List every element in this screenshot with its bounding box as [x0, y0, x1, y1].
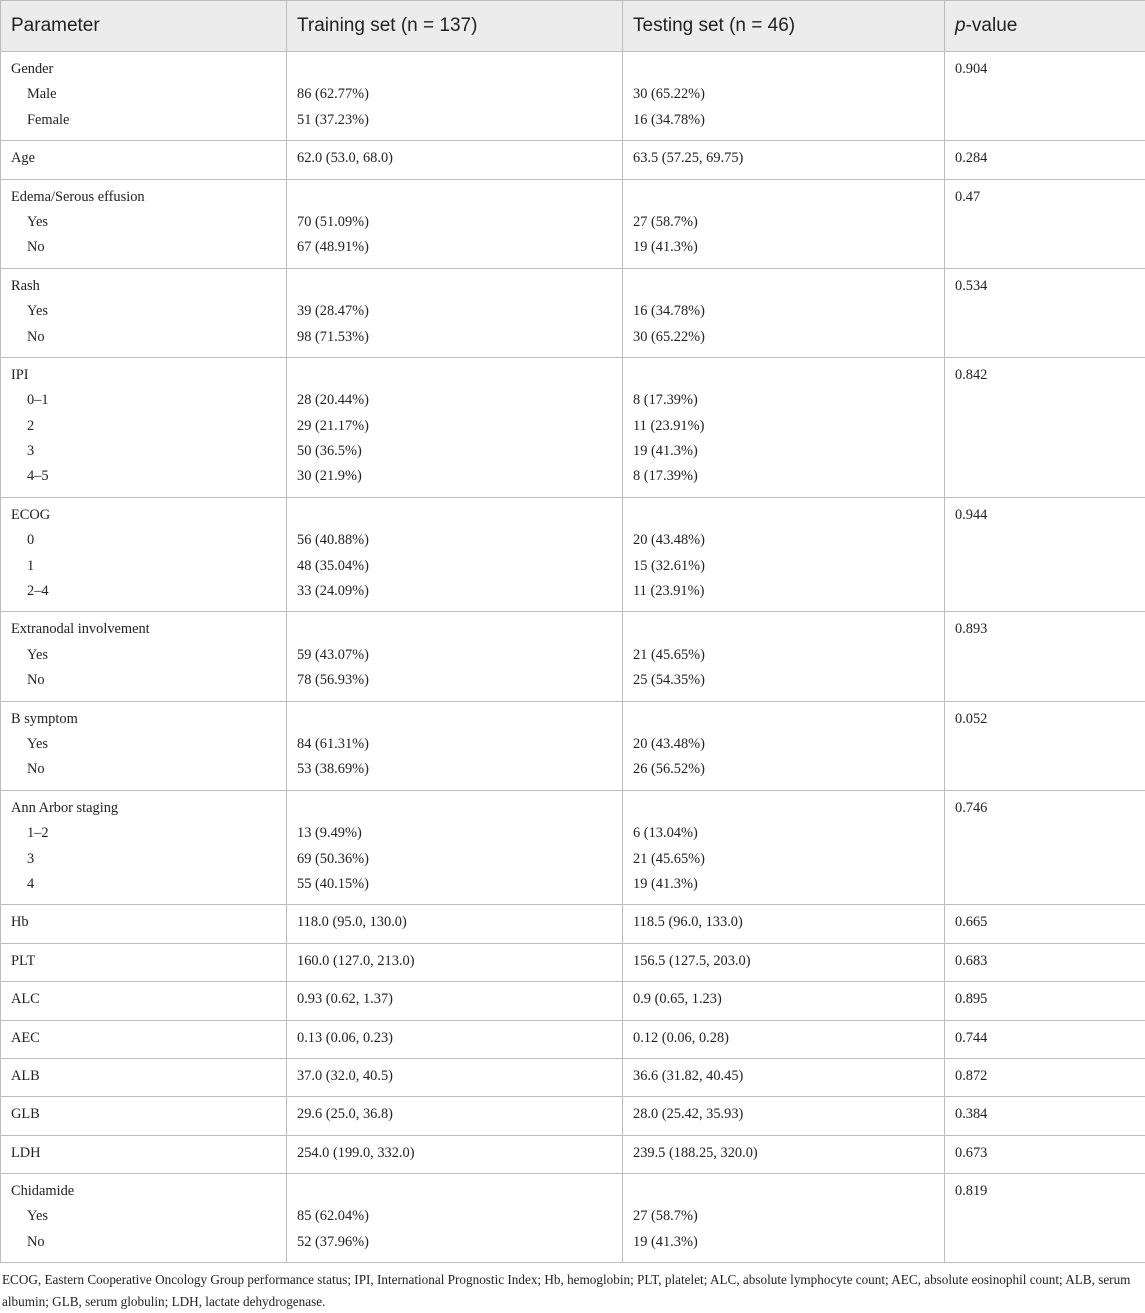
parameter-subvalue: No [11, 668, 276, 693]
training-subvalue: 29 (21.17%) [297, 414, 612, 439]
testing-cell [623, 701, 945, 790]
parameter-cell [1, 943, 287, 981]
training-subvalue: 85 (62.04%) [297, 1204, 612, 1229]
testing-cell [623, 1097, 945, 1135]
training-subvalue: 78 (56.93%) [297, 668, 612, 693]
testing-value: 0.12 (0.06, 0.28) [633, 1026, 934, 1051]
training-value [297, 503, 612, 528]
parameter-value: Rash [11, 274, 276, 299]
parameter-subvalue: No [11, 235, 276, 260]
training-value: 62.0 (53.0, 68.0) [297, 146, 612, 171]
testing-subvalue: 11 (23.91%) [633, 414, 934, 439]
p-value-cell [945, 1058, 1145, 1096]
header-row [1, 1, 1145, 52]
testing-subvalue: 30 (65.22%) [633, 82, 934, 107]
p-value-cell [945, 1097, 1145, 1135]
parameter-value: Extranodal involvement [11, 617, 276, 642]
table-row [1, 905, 1145, 943]
testing-value: 239.5 (188.25, 320.0) [633, 1141, 934, 1166]
p-value-cell [945, 268, 1145, 357]
training-value [297, 274, 612, 299]
training-cell [287, 52, 623, 141]
testing-cell [623, 141, 945, 179]
testing-value: 118.5 (96.0, 133.0) [633, 910, 934, 935]
table-row [1, 179, 1145, 268]
parameter-subvalue: 0–1 [11, 388, 276, 413]
testing-value [633, 57, 934, 82]
table-row [1, 141, 1145, 179]
p-value-cell [945, 52, 1145, 141]
parameter-value: PLT [11, 949, 276, 974]
p-value-value: 0.842 [955, 363, 1135, 388]
training-cell [287, 179, 623, 268]
testing-value: 156.5 (127.5, 203.0) [633, 949, 934, 974]
testing-value [633, 274, 934, 299]
parameter-cell [1, 52, 287, 141]
p-value-cell [945, 982, 1145, 1020]
table-row [1, 1097, 1145, 1135]
testing-cell [623, 982, 945, 1020]
parameter-subvalue: No [11, 1230, 276, 1255]
header-testing-set: Testing set (n = 46) [623, 1, 945, 52]
parameter-cell [1, 1020, 287, 1058]
training-value [297, 185, 612, 210]
p-value-cell [945, 357, 1145, 497]
p-value-cell [945, 141, 1145, 179]
parameter-value: B symptom [11, 707, 276, 732]
p-value-value: 0.893 [955, 617, 1135, 642]
training-subvalue: 28 (20.44%) [297, 388, 612, 413]
training-value [297, 363, 612, 388]
table-row [1, 357, 1145, 497]
testing-value [633, 185, 934, 210]
testing-cell [623, 905, 945, 943]
parameter-cell [1, 357, 287, 497]
training-cell [287, 1174, 623, 1263]
testing-subvalue: 6 (13.04%) [633, 821, 934, 846]
parameter-subvalue: 0 [11, 528, 276, 553]
training-subvalue: 33 (24.09%) [297, 579, 612, 604]
p-value-value: 0.534 [955, 274, 1135, 299]
training-cell [287, 982, 623, 1020]
testing-subvalue: 19 (41.3%) [633, 1230, 934, 1255]
training-cell [287, 790, 623, 905]
table-body [1, 52, 1145, 1263]
training-subvalue: 48 (35.04%) [297, 554, 612, 579]
parameter-value: Age [11, 146, 276, 171]
testing-value [633, 617, 934, 642]
testing-subvalue: 19 (41.3%) [633, 439, 934, 464]
p-value-value: 0.47 [955, 185, 1135, 210]
training-subvalue: 55 (40.15%) [297, 872, 612, 897]
training-value [297, 707, 612, 732]
parameter-value: LDH [11, 1141, 276, 1166]
testing-cell [623, 790, 945, 905]
testing-value: 0.9 (0.65, 1.23) [633, 987, 934, 1012]
training-cell [287, 1020, 623, 1058]
testing-subvalue: 16 (34.78%) [633, 299, 934, 324]
testing-subvalue: 20 (43.48%) [633, 732, 934, 757]
testing-value: 28.0 (25.42, 35.93) [633, 1102, 934, 1127]
testing-value: 36.6 (31.82, 40.45) [633, 1064, 934, 1089]
p-value-cell [945, 497, 1145, 612]
training-subvalue: 84 (61.31%) [297, 732, 612, 757]
training-value: 160.0 (127.0, 213.0) [297, 949, 612, 974]
training-subvalue: 69 (50.36%) [297, 847, 612, 872]
header-p-italic: p [955, 15, 966, 36]
parameter-subvalue: Yes [11, 1204, 276, 1229]
table-row [1, 1174, 1145, 1263]
parameter-cell [1, 179, 287, 268]
testing-subvalue: 8 (17.39%) [633, 388, 934, 413]
training-cell [287, 497, 623, 612]
parameter-value: ECOG [11, 503, 276, 528]
training-subvalue: 70 (51.09%) [297, 210, 612, 235]
p-value-value: 0.872 [955, 1064, 1135, 1089]
parameter-subvalue: 4–5 [11, 464, 276, 489]
testing-cell [623, 268, 945, 357]
p-value-cell [945, 1020, 1145, 1058]
testing-cell [623, 612, 945, 701]
training-subvalue: 59 (43.07%) [297, 643, 612, 668]
testing-subvalue: 8 (17.39%) [633, 464, 934, 489]
parameter-cell [1, 612, 287, 701]
p-value-cell [945, 1135, 1145, 1173]
training-cell [287, 1097, 623, 1135]
training-value [297, 617, 612, 642]
training-value: 0.13 (0.06, 0.23) [297, 1026, 612, 1051]
testing-cell [623, 357, 945, 497]
training-value [297, 1179, 612, 1204]
p-value-cell [945, 179, 1145, 268]
testing-cell [623, 497, 945, 612]
training-cell [287, 268, 623, 357]
testing-cell [623, 1058, 945, 1096]
parameter-value: IPI [11, 363, 276, 388]
testing-cell [623, 1020, 945, 1058]
testing-subvalue: 27 (58.7%) [633, 210, 934, 235]
training-cell [287, 357, 623, 497]
parameter-value: Ann Arbor staging [11, 796, 276, 821]
table-row [1, 52, 1145, 141]
table-row [1, 982, 1145, 1020]
training-value: 37.0 (32.0, 40.5) [297, 1064, 612, 1089]
table-row [1, 612, 1145, 701]
parameter-subvalue: No [11, 325, 276, 350]
testing-subvalue: 11 (23.91%) [633, 579, 934, 604]
parameter-value: Gender [11, 57, 276, 82]
p-value-cell [945, 1174, 1145, 1263]
table-row [1, 1020, 1145, 1058]
parameter-cell [1, 905, 287, 943]
table-row [1, 701, 1145, 790]
parameter-value: ALB [11, 1064, 276, 1089]
training-cell [287, 943, 623, 981]
parameter-cell [1, 701, 287, 790]
p-value-value: 0.683 [955, 949, 1135, 974]
testing-value [633, 503, 934, 528]
parameter-cell [1, 1058, 287, 1096]
parameter-value: Chidamide [11, 1179, 276, 1204]
parameter-subvalue: 3 [11, 439, 276, 464]
training-subvalue: 13 (9.49%) [297, 821, 612, 846]
p-value-value: 0.819 [955, 1179, 1135, 1204]
testing-subvalue: 19 (41.3%) [633, 235, 934, 260]
table-row [1, 790, 1145, 905]
testing-cell [623, 179, 945, 268]
testing-cell [623, 52, 945, 141]
parameter-subvalue: Male [11, 82, 276, 107]
testing-subvalue: 26 (56.52%) [633, 757, 934, 782]
training-cell [287, 905, 623, 943]
p-value-cell [945, 790, 1145, 905]
testing-subvalue: 27 (58.7%) [633, 1204, 934, 1229]
training-value [297, 57, 612, 82]
training-cell [287, 701, 623, 790]
training-cell [287, 1135, 623, 1173]
parameter-subvalue: 1 [11, 554, 276, 579]
parameter-subvalue: Female [11, 108, 276, 133]
training-subvalue: 51 (37.23%) [297, 108, 612, 133]
training-cell [287, 612, 623, 701]
table-row [1, 1058, 1145, 1096]
training-subvalue: 86 (62.77%) [297, 82, 612, 107]
training-subvalue: 50 (36.5%) [297, 439, 612, 464]
header-training-set: Training set (n = 137) [287, 1, 623, 52]
training-cell [287, 141, 623, 179]
testing-cell [623, 943, 945, 981]
header-p-value [945, 1, 1145, 52]
p-value-cell [945, 612, 1145, 701]
testing-subvalue: 30 (65.22%) [633, 325, 934, 350]
training-cell [287, 1058, 623, 1096]
testing-subvalue: 20 (43.48%) [633, 528, 934, 553]
training-subvalue: 98 (71.53%) [297, 325, 612, 350]
parameter-cell [1, 982, 287, 1020]
parameter-value: Edema/Serous effusion [11, 185, 276, 210]
testing-value [633, 796, 934, 821]
testing-value [633, 1179, 934, 1204]
training-value: 29.6 (25.0, 36.8) [297, 1102, 612, 1127]
parameter-cell [1, 497, 287, 612]
testing-cell [623, 1135, 945, 1173]
p-value-value: 0.895 [955, 987, 1135, 1012]
p-value-cell [945, 905, 1145, 943]
table-row [1, 943, 1145, 981]
parameter-value: Hb [11, 910, 276, 935]
parameter-value: AEC [11, 1026, 276, 1051]
p-value-value: 0.665 [955, 910, 1135, 935]
p-value-cell [945, 943, 1145, 981]
parameter-subvalue: 2–4 [11, 579, 276, 604]
parameter-cell [1, 1097, 287, 1135]
table-header [1, 1, 1145, 52]
testing-subvalue: 16 (34.78%) [633, 108, 934, 133]
header-p-suffix: -value [966, 15, 1018, 36]
p-value-value: 0.384 [955, 1102, 1135, 1127]
testing-subvalue: 19 (41.3%) [633, 872, 934, 897]
testing-subvalue: 21 (45.65%) [633, 847, 934, 872]
p-value-value: 0.944 [955, 503, 1135, 528]
training-subvalue: 39 (28.47%) [297, 299, 612, 324]
training-value: 254.0 (199.0, 332.0) [297, 1141, 612, 1166]
training-subvalue: 56 (40.88%) [297, 528, 612, 553]
table-footnote: ECOG, Eastern Cooperative Oncology Group performance status; IPI, International Prognostic Index; Hb, hemoglobin; PLT, platelet; ALC, absolute lymphocyte count; AEC, absolute eosinophil count; ALB, serum albumin; GLB, serum globulin; LDH, lactate dehydrogenase. [0, 1263, 1145, 1313]
parameter-cell [1, 1174, 287, 1263]
training-value [297, 796, 612, 821]
p-value-value: 0.673 [955, 1141, 1135, 1166]
training-subvalue: 67 (48.91%) [297, 235, 612, 260]
p-value-value: 0.052 [955, 707, 1135, 732]
parameter-cell [1, 1135, 287, 1173]
parameter-cell [1, 268, 287, 357]
p-value-value: 0.744 [955, 1026, 1135, 1051]
testing-cell [623, 1174, 945, 1263]
parameter-subvalue: Yes [11, 643, 276, 668]
training-value: 0.93 (0.62, 1.37) [297, 987, 612, 1012]
parameter-subvalue: Yes [11, 210, 276, 235]
parameter-value: GLB [11, 1102, 276, 1127]
testing-value [633, 707, 934, 732]
parameter-subvalue: 3 [11, 847, 276, 872]
parameter-subvalue: 4 [11, 872, 276, 897]
header-parameter: Parameter [1, 1, 287, 52]
parameter-value: ALC [11, 987, 276, 1012]
training-subvalue: 30 (21.9%) [297, 464, 612, 489]
testing-value: 63.5 (57.25, 69.75) [633, 146, 934, 171]
parameter-subvalue: No [11, 757, 276, 782]
table-row [1, 1135, 1145, 1173]
parameter-subvalue: 2 [11, 414, 276, 439]
testing-subvalue: 15 (32.61%) [633, 554, 934, 579]
parameter-subvalue: Yes [11, 299, 276, 324]
table-row [1, 497, 1145, 612]
p-value-value: 0.904 [955, 57, 1135, 82]
p-value-value: 0.746 [955, 796, 1135, 821]
p-value-cell [945, 701, 1145, 790]
training-value: 118.0 (95.0, 130.0) [297, 910, 612, 935]
parameter-subvalue: 1–2 [11, 821, 276, 846]
parameter-cell [1, 790, 287, 905]
testing-value [633, 363, 934, 388]
testing-subvalue: 21 (45.65%) [633, 643, 934, 668]
parameter-cell [1, 141, 287, 179]
parameter-subvalue: Yes [11, 732, 276, 757]
training-subvalue: 53 (38.69%) [297, 757, 612, 782]
p-value-value: 0.284 [955, 146, 1135, 171]
training-subvalue: 52 (37.96%) [297, 1230, 612, 1255]
testing-subvalue: 25 (54.35%) [633, 668, 934, 693]
table-row [1, 268, 1145, 357]
